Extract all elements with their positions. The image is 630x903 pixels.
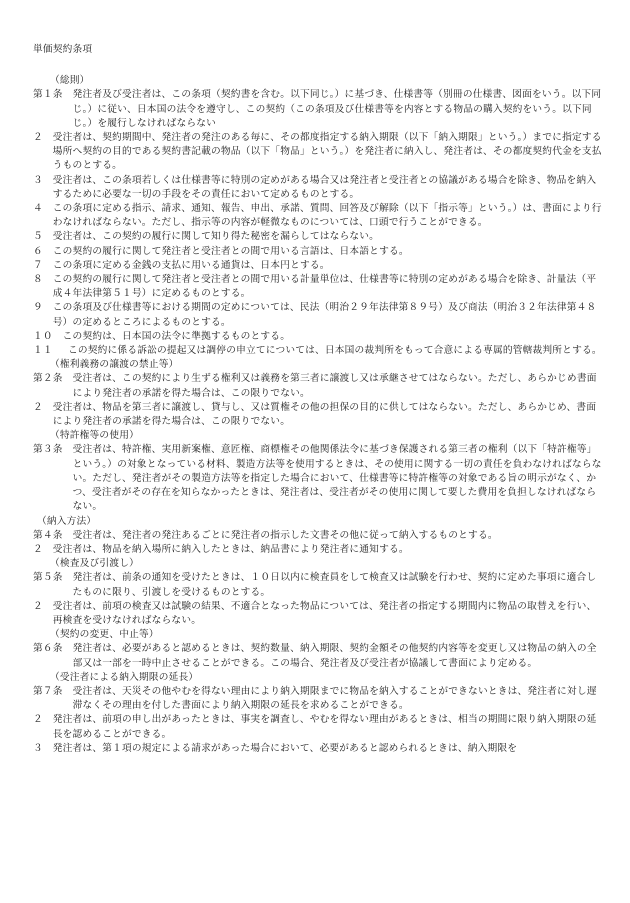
clause-text: 受注者は、物品を第三者に譲渡し、貸与し、又は質権その他の担保の目的に供してはならない。ただし、あらかじめ、書面により発注者の承諾を得た場合は、この限りでない。 <box>52 401 597 428</box>
clause-number: ２ <box>33 543 53 555</box>
clause-number: ２ <box>33 714 53 726</box>
clause-paragraph <box>33 685 606 713</box>
clause-number: ９ <box>33 302 53 314</box>
clause-number: 第５条 <box>33 572 73 584</box>
clause-number: １１ <box>33 345 63 357</box>
clause-paragraph <box>33 600 606 628</box>
clause-paragraph <box>33 88 606 131</box>
clause-number: ７ <box>33 259 53 271</box>
clause-text: 発注者は、第１項の規定による請求があった場合において、必要があると認められるときは、納入期限を <box>52 742 518 754</box>
clause-number: ３ <box>33 742 53 754</box>
clause-paragraph <box>33 259 606 273</box>
clause-paragraph <box>33 174 606 202</box>
document-body <box>33 74 606 756</box>
clause-number: 第７条 <box>33 685 73 697</box>
section-heading: （納入方法） <box>37 515 97 527</box>
clause-text: 受注者は、天災その他やむを得ない理由により納入期限までに物品を納入することができないときは、発注者に対し遅滞なくその理由を付した書面により納入期限の延長を求めることができる。 <box>72 685 597 712</box>
clause-paragraph <box>33 529 606 543</box>
clause-number: ８ <box>33 274 53 286</box>
clause-paragraph <box>33 443 606 514</box>
clause-text: 発注者は、前条の通知を受けたときは、１０日以内に検査員をして検査又は試験を行わせ、契約に定めた事項に適合したものに限り、引渡しを受けるものとする。 <box>72 572 597 598</box>
clause-number: 第４条 <box>33 529 73 541</box>
clause-text: 発注者及び受注者は、この条項（契約書を含む。以下同じ。）に基づき、仕様書等（別冊の仕様書、図面をいう。以下同じ。）に従い、日本国の法令を遵守し、この契約（この条項及び仕様書等を内容とする物品の購入契約をいう。以下同じ。）を履行しなければならない <box>72 89 602 129</box>
clause-text: この条項に定める指示、請求、通知、報告、申出、承諾、質問、回答及び解除（以下「指示等」という。）は、書面により行わなければならない。ただし、指示等の内容が軽微なものについては、口頭で行うことができる。 <box>52 203 602 229</box>
clause-number: ２ <box>33 132 53 144</box>
clause-paragraph <box>33 131 606 174</box>
clause-text: この契約は、日本国の法令に準拠するものとする。 <box>62 330 291 342</box>
clause-text: 受注者は、この契約の履行に関して知り得た秘密を漏らしてはならない。 <box>52 231 380 243</box>
section-heading: （権利義務の譲渡の禁止等） <box>50 359 179 371</box>
clause-text: 受注者は、物品を納入場所に納入したときは、納品書により発注者に通知する。 <box>52 543 409 555</box>
clause-number: ３ <box>33 174 53 186</box>
clause-paragraph <box>33 571 606 599</box>
clause-number: ６ <box>33 245 53 257</box>
clause-number: 第３条 <box>33 444 73 456</box>
clause-text: 発注者は、必要があると認めるときは、契約数量、納入期限、契約金額その他契約内容等を変更し又は物品の納入の全部又は一部を一時中止させることができる。この場合、発注者及び受注者が協議して書面により定める。 <box>72 643 597 669</box>
clause-number: ２ <box>33 401 53 413</box>
clause-number: 第２条 <box>33 373 73 385</box>
clause-text: この契約に係る訴訟の提起又は調停の申立てについては、日本国の裁判所をもって合意による専属的管轄裁判所とする。 <box>68 345 602 357</box>
clause-paragraph <box>33 330 606 344</box>
clause-paragraph <box>33 713 606 741</box>
clause-paragraph <box>33 543 606 557</box>
clause-paragraph <box>33 273 606 301</box>
clause-text: 受注者は、この条項若しくは仕様書等に特別の定めがある場合又は発注者と受注者との協議がある場合を除き、物品を納入するために必要な一切の手段をその責任において定めるものとする。 <box>52 174 597 200</box>
clause-paragraph <box>33 245 606 259</box>
clause-text: 受注者は、特許権、実用新案権、意匠権、商標権その他関係法令に基づき保護される第三者の権利（以下「特許権等」という。）の対象となっている材料、製造方法等を使用するときは、その使用に関する一切の責任を負わなければならない。ただし、発注者がその製造方法等を指定した場合において、仕様書等に特許権等の対象である旨の明示がなく、かつ、受注者がその存在を知らなかったときは、発注者は、受注者がその使用に関して要した費用を負担しなければならない。 <box>72 444 602 513</box>
section-heading: （検査及び引渡し） <box>50 558 139 570</box>
section-heading: （受注者による納入期限の延長） <box>50 671 199 683</box>
section-heading: （特許権等の使用） <box>50 430 139 442</box>
clause-paragraph <box>33 230 606 244</box>
clause-text: 発注者は、前項の申し出があったときは、事実を調査し、やむを得ない理由があるときは、相当の期間に限り納入期限の延長を認めることができる。 <box>52 714 597 740</box>
clause-paragraph <box>33 642 606 670</box>
clause-number: 第６条 <box>33 643 73 655</box>
clause-number: １０ <box>33 330 63 342</box>
clause-text: 受注者は、発注者の発注あるごとに発注者の指示した文書その他に従って納入するものとする。 <box>72 529 498 541</box>
clause-paragraph <box>33 202 606 230</box>
clause-paragraph <box>33 301 606 329</box>
clause-number: ２ <box>33 600 53 612</box>
clause-number: 第１条 <box>33 89 73 101</box>
clause-paragraph <box>33 372 606 400</box>
clause-paragraph <box>33 344 606 358</box>
clause-number: ４ <box>33 203 53 215</box>
clause-text: この条項に定める金銭の支払に用いる通貨は、日本円とする。 <box>52 259 330 271</box>
clause-paragraph <box>33 742 606 756</box>
clause-text: この契約の履行に関して発注者と受注者との間で用いる計量単位は、仕様書等に特別の定めがある場合を除き、計量法（平成４年法律第５１号）に定めるものとする。 <box>52 274 597 300</box>
clause-text: この条項及び仕様書等における期間の定めについては、民法（明治２９年法律第８９号）及び商法（明治３２年法律第４８号）の定めるところによるものとする。 <box>52 302 597 328</box>
clause-number: ５ <box>33 231 53 243</box>
clause-text: 受注者は、前項の検査又は試験の結果、不適合となった物品については、発注者の指定する期間内に物品の取替えを行い、再検査を受けなければならない。 <box>52 600 597 626</box>
section-heading: （契約の変更、中止等） <box>50 629 159 641</box>
document-title: 単価契約条項 <box>33 44 93 55</box>
clause-text: 受注者は、契約期間中、発注者の発注のある毎に、その都度指定する納入期限（以下「納入期限」という。）までに指定する場所へ契約の目的である契約書記載の物品（以下「物品」という。）を発注者に納入し、発注者は、その都度契約代金を支払うものとする。 <box>52 132 602 172</box>
section-heading: （総則） <box>50 75 90 87</box>
clause-text: この契約の履行に関して発注者と受注者との間で用いる言語は、日本語とする。 <box>52 245 409 257</box>
clause-paragraph <box>33 401 606 429</box>
clause-text: 受注者は、この契約により生ずる権利又は義務を第三者に譲渡し又は承継させてはならない。ただし、あらかじめ書面により発注者の承諾を得た場合は、この限りでない。 <box>72 373 597 399</box>
